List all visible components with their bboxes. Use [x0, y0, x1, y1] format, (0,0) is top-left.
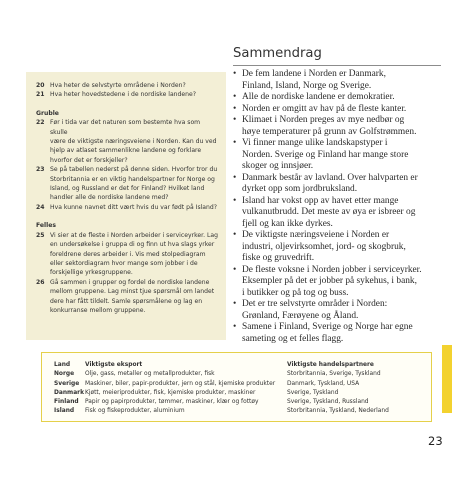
table-cell-export: Olje, gass, metaller og metallprodukter, fisk — [85, 371, 215, 378]
question-line: konkurranse mellom gruppene. — [50, 306, 146, 314]
question-number: 25 — [36, 231, 45, 239]
summary-line: fiske og gruvedrift. — [242, 253, 315, 263]
summary-line: Grønland, Færøyene og Åland. — [242, 310, 359, 321]
table-cell-export: Fisk og fiskeprodukter, aluminium — [85, 408, 185, 415]
table-header-export: Viktigste eksport — [85, 362, 143, 368]
question-item — [36, 90, 218, 99]
question-line: hjelp av atlaset sammenlikne landene og forklare — [50, 147, 202, 155]
table-cell-land: Norge — [54, 371, 75, 378]
question-line: Hva kunne navnet ditt vært hvis du var født på Island? — [50, 203, 218, 211]
question-line: Vi sier at de fleste i Norden arbeider i serviceyrker. Lag — [50, 231, 218, 239]
question-number: 23 — [36, 166, 45, 174]
summary-bullet — [233, 104, 443, 116]
question-text: Hva heter hovedstedene i de nordiske landene? — [50, 91, 197, 99]
question-item — [36, 165, 218, 203]
table-cell-export: Papir og papirprodukter, tømmer, maskiner, klær og fottøy — [85, 399, 259, 406]
summary-line: • Alle de nordiske landene er demokratier. — [242, 92, 395, 102]
summary-line: vulkanutbrudd. Det meste av øya er isbreer og — [242, 207, 416, 217]
table-cell-partners: Sverige, Tyskland, Russland — [287, 399, 369, 406]
table-column-land — [54, 361, 84, 417]
questions-panel — [26, 72, 226, 340]
summary-line: • Vi finner mange ulike landskapstyper i — [242, 138, 388, 148]
question-line: Før i tida var det naturen som bestemte hva som skulle — [50, 119, 201, 136]
summary-bullet — [233, 92, 443, 104]
summary-line: • Norden er omgitt av hav på de fleste kanter. — [242, 103, 407, 114]
table-cell-partners: Danmark, Tyskland, USA — [287, 380, 360, 387]
question-line: eller sektordiagram hvor mange som jobber i de — [50, 259, 198, 267]
summary-bullet — [233, 115, 443, 138]
question-line: foreldrene deres arbeider i. Vis med stolpediagram — [50, 250, 206, 258]
summary-line: i butikker og på tog og buss. — [242, 287, 349, 298]
question-number: 26 — [36, 278, 45, 286]
table-cell-land: Sverige — [54, 380, 80, 387]
question-line: være de viktigste næringsveiene i Norden. Kan du ved — [50, 138, 217, 146]
summary-line: fjell og kan ikke dyrkes. — [242, 218, 333, 229]
question-item — [36, 118, 218, 165]
table-header-partners: Viktigste handelspartnere — [287, 362, 374, 368]
table-cell-export: Maskiner, biler, papir-produkter, jern og stål, kjemiske produkter — [85, 380, 276, 387]
question-number: 20 — [36, 82, 45, 89]
summary-line: Norden. Sverige og Finland har mange store — [242, 149, 409, 160]
question-group-heading: Felles — [36, 222, 56, 230]
question-line: forskjellige yrkesgruppene. — [50, 269, 133, 277]
question-item — [36, 278, 218, 316]
table-header-land: Land — [54, 362, 71, 368]
question-item — [36, 203, 218, 212]
question-text: Hva heter de selvstyrte områdene i Norden? — [50, 82, 186, 89]
question-line: Se på tabellen nederst på denne siden. Hvorfor tror du — [50, 166, 218, 174]
table-cell-partners: Storbritannia, Tyskland, Nederland — [287, 408, 389, 415]
summary-bullet — [233, 265, 443, 300]
summary-line: • De viktigste næringsveiene i Norden er — [242, 230, 390, 240]
page-number: 23 — [428, 434, 443, 448]
summary-bullet — [233, 322, 443, 345]
question-number: 21 — [36, 91, 45, 99]
trade-table — [41, 352, 432, 422]
table-cell-partners: Sverige, Tyskland — [287, 389, 339, 396]
summary-bullet — [233, 138, 443, 173]
question-line: Gå sammen i grupper og fordel de nordiske landene — [50, 278, 210, 286]
question-text — [50, 203, 218, 212]
summary-line: • De fem landene i Norden er Danmark, — [242, 69, 386, 79]
table-cell-land: Island — [54, 408, 75, 415]
question-line: en undersøkelse i gruppa di og finn ut hva slags yrker — [50, 241, 215, 249]
summary-bullet — [233, 299, 443, 322]
summary-list — [233, 69, 443, 345]
question-line: hvorfor det er forskjeller? — [50, 156, 128, 164]
summary-title: Sammendrag — [233, 46, 322, 61]
question-text — [50, 165, 218, 203]
accent-bar — [442, 345, 452, 413]
summary-line: dyrket opp som jordbruksland. — [242, 184, 358, 194]
summary-line: • Det er tre selvstyrte områder i Norden: — [242, 299, 388, 309]
summary-bullet — [233, 230, 443, 265]
summary-bullet — [233, 69, 443, 92]
question-line: Island, og Russland er det for Finland? Hvilket land — [50, 185, 205, 193]
summary-line: • Danmark består av lavland. Over halvparten er — [242, 172, 418, 183]
table-cell-land: Danmark — [54, 389, 84, 396]
summary-line: • Island har vokst opp av havet etter mange — [242, 195, 399, 206]
table-cell-partners: Storbritannia, Sverige, Tyskland — [287, 371, 381, 378]
question-item — [36, 81, 218, 90]
question-number: 22 — [36, 119, 45, 127]
question-line: dere har fått tildelt. Samle spørsmålene og lag en — [50, 297, 203, 305]
table-column-export — [85, 361, 275, 417]
question-line: mellom gruppene. Lag minst tjue spørsmål om landet — [50, 288, 215, 296]
summary-bullet — [233, 173, 443, 196]
summary-line: • Klimaet i Norden preges av mye nedbør og — [242, 115, 405, 125]
table-cell-land: Finland — [54, 399, 79, 406]
summary-line: • Samene i Finland, Sverige og Norge har egne — [242, 322, 413, 332]
question-text — [50, 278, 218, 316]
summary-line: høye temperaturer på grunn av Golfstrømmen. — [242, 126, 417, 137]
summary-line: Eksempler på det er jobber på sykehus, i bank, — [242, 276, 417, 286]
summary-line: • De fleste voksne i Norden jobber i serviceyrker. — [242, 264, 422, 275]
question-line: Storbritannia er en viktig handelspartner for Norge og — [50, 175, 215, 183]
question-number: 24 — [36, 203, 45, 211]
table-column-partners — [287, 361, 389, 417]
question-group-heading: Gruble — [36, 109, 59, 117]
summary-line: sameting og et felles flagg. — [242, 333, 344, 344]
table-cell-export: Kjøtt, meieriprodukter, fisk, kjemiske produkter, maskiner — [85, 389, 256, 396]
title-divider — [233, 65, 441, 66]
question-text — [50, 118, 218, 165]
summary-line: Finland, Island, Norge og Sverige. — [242, 80, 372, 91]
summary-line: industri, oljevirksomhet, jord- og skogbruk, — [242, 241, 406, 252]
question-line: handler alle de nordiske landene med? — [50, 194, 169, 202]
question-item — [36, 231, 218, 278]
summary-line: skoger og innsjøer. — [242, 161, 314, 171]
question-text — [50, 231, 218, 278]
summary-bullet — [233, 196, 443, 231]
